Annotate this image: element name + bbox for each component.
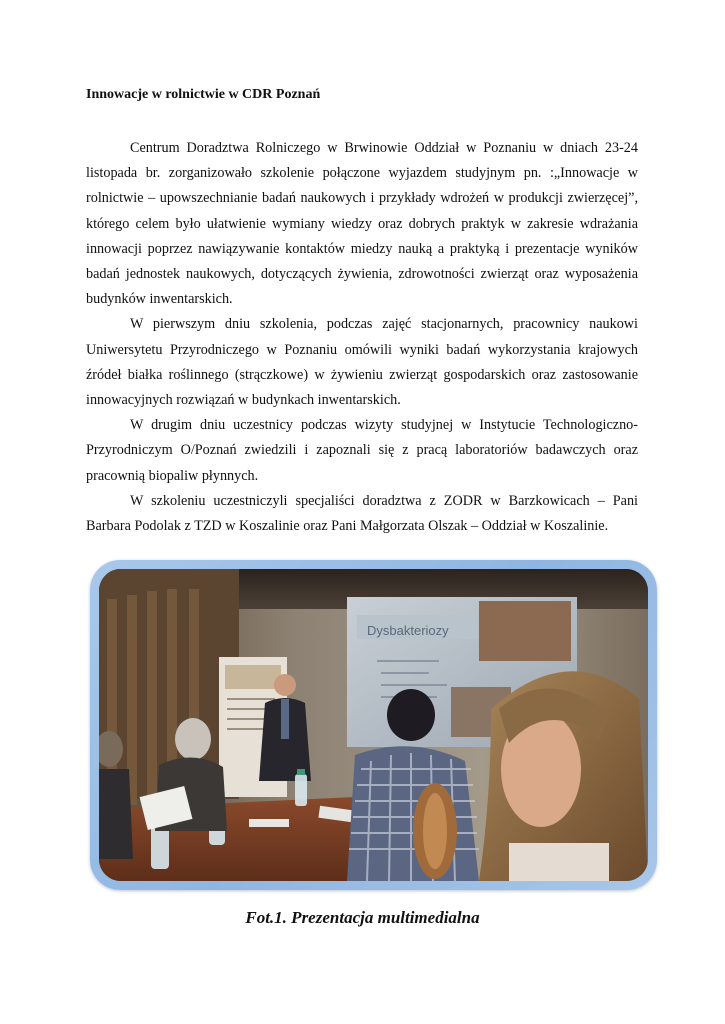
paragraph-2: W pierwszym dniu szkolenia, podczas zajęć stacjonarnych, pracownicy naukowi Uniwersytetu Przyrodniczego w Poznaniu omówili wyniki badań wykorzystania krajowych źródeł białka roślinnego (strączkowe) w żywieniu zwierząt gospodarskich oraz zastosowanie innowacyjnych rozwiązań w budynkach inwentarskich. [86,316,638,409]
photo-caption: Fot.1. Prezentacja multimedialna [245,908,480,927]
document-title: Innowacje w rolnictwie w CDR Poznań [86,87,321,102]
paragraph-3: W drugim dniu uczestnicy podczas wizyty studyjnej w Instytucie Technologiczno-Przyrodniczym O/Poznań zwiedzili i zapoznali się z pracą laboratoriów badawczych oraz pracownią biopaliw płynnych. [86,417,638,484]
paragraph-1: Centrum Doradztwa Rolniczego w Brwinowie Oddział w Poznaniu w dniach 23-24 listopada br. zorganizowało szkolenie połączone wyjazdem studyjnym pn. :„Innowacje w rolnictwie – upowszechnianie badań naukowych i przykłady wdrożeń w produkcji zwierzęcej”, którego celem było ułatwienie wymiany wiedzy oraz dobrych praktyk w zakresie wdrażania innowacji poprzez nawiązywanie kontaktów miedzy nauką a praktyką i prezentacje wyników badań jednostek naukowych, dotyczących żywienia, zdrowotności zwierząt oraz wyposażenia budynków inwentarskich. [86,140,638,308]
paragraph-4: W szkoleniu uczestniczyli specjaliści doradztwa z ZODR w Barzkowicach – Pani Barbara Podolak z TZD w Koszalinie oraz Pani Małgorzata Olszak – Oddział w Koszalinie. [86,492,638,535]
photo-frame [90,560,657,890]
slide-title: Dysbakteriozy [367,623,449,638]
presentation-photo [99,569,648,881]
document-body [86,136,638,539]
